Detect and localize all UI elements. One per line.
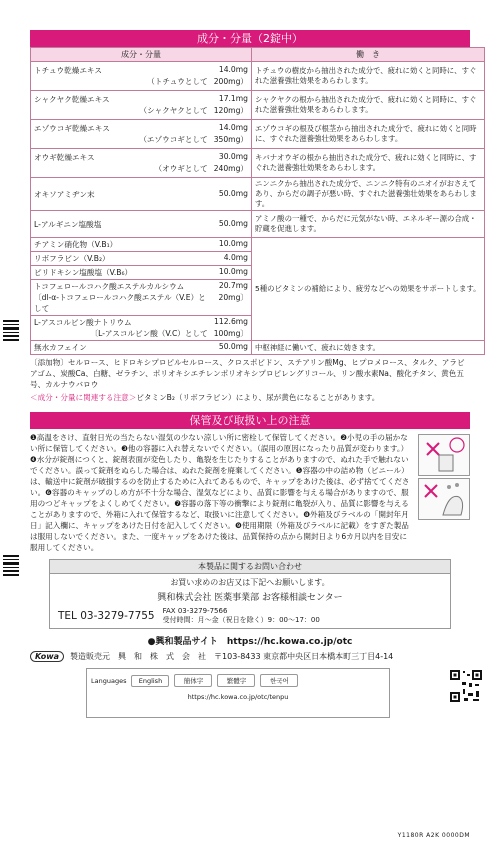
contact-box	[49, 559, 451, 629]
table-row	[31, 149, 485, 178]
ingredient-cell	[31, 341, 252, 355]
ingredient-amount: 20.7mg	[218, 281, 248, 290]
storage-section-title: 保管及び取扱い上の注意	[30, 412, 470, 429]
ingredient-cell	[31, 266, 252, 280]
print-code: Y1180R A2K 0000DM	[397, 832, 470, 839]
ingredient-cell	[31, 120, 252, 149]
ingredient-header: 成分・分量	[31, 48, 252, 62]
ingredient-sub-amount: 20mg〕	[218, 293, 248, 302]
contact-hours: 受付時間：月～金（祝日を除く）9：00～17：00	[162, 616, 320, 624]
ingredient-name: リボフラビン（V.B₂）	[34, 254, 110, 263]
ingredient-amount: 14.0mg	[218, 123, 248, 132]
ingredient-name: シャクヤク乾燥エキス	[34, 95, 110, 104]
manufacturer-line	[30, 651, 470, 662]
language-simplified-chinese-button[interactable]: 簡体字	[174, 674, 212, 687]
ingredient-amount: 10.0mg	[218, 239, 248, 248]
action-header: 働 き	[252, 48, 485, 62]
ingredient-cell	[31, 280, 252, 316]
ingredient-name: 無水カフェイン	[34, 343, 87, 352]
ingredient-cell	[31, 316, 252, 341]
ingredient-note	[30, 392, 470, 403]
action-cell: 中枢神経に働いて、疲れに効きます。	[252, 341, 485, 355]
storage-cautions	[30, 432, 470, 553]
table-row	[31, 211, 485, 238]
package-insert	[30, 30, 481, 718]
ingredients-table	[30, 47, 485, 355]
ingredient-sub-amount: 100mg〕	[213, 329, 248, 338]
storage-cautions-text: ❶高温をさけ、直射日光の当たらない湿気の少ない涼しい所に密栓して保管してください。❷小児の手の届かない所に保管してください。❸他の容器に入れ替えないでください。（誤用の原因になったり品質が変わります。）❹水分が錠剤につくと、錠剤表面が変色したり、亀裂を生じたりすることがありますので、ぬれた手で触れないでください。誤って錠剤をぬらした場合は、ぬれた錠剤を廃棄してください。❺容器の中の詰め物（ビニール）は、輸送中に錠剤が破損するのを防止するために入れてあるもので、キャップをあけた後は、必ず捨ててください。❻容器のキャップのしめ方が不十分な場合、湿気などにより、品質に影響を与える場合がありますので、服用のつどキャップをよくしめてください。❼容器の落下等の衝撃により錠剤に亀裂が入り、品質に影響を与えることがありますので、外箱に入れて保管するなど、取扱いに注意してください。❽外箱及びラベルの「開封年月日」記入欄に、キャップをあけた日付を記入してください。❾使用期限（外箱及びラベルに記載）をすぎた製品は服用しないでください。また、一度キャップをあけた後は、品質保持の点から開封日より6カ月以内を目安に服用してください。	[30, 433, 410, 552]
product-site-link[interactable]: ●興和製品サイト https://hc.kowa.co.jp/otc	[147, 637, 353, 647]
ingredient-name: L-アスコルビン酸ナトリウム	[34, 318, 132, 327]
ingredient-sub-label: 〔dl-α-トコフェロールコハク酸エステル（V.E）として	[34, 293, 206, 313]
contact-fax: FAX 03-3279-7566	[162, 607, 228, 615]
language-english-button[interactable]: English	[131, 675, 169, 687]
action-cell: アミノ酸の一種で、からだに元気がない時、エネルギー源の合成・貯蔵を促進します。	[252, 211, 485, 238]
ingredient-amount: 30.0mg	[218, 152, 248, 161]
ingredient-amount: 50.0mg	[218, 188, 248, 198]
table-row	[31, 62, 485, 91]
contact-tel: TEL 03-3279-7755	[58, 610, 155, 622]
language-traditional-chinese-button[interactable]: 繁體字	[217, 674, 255, 687]
kowa-logo: Kowa	[30, 651, 64, 662]
ingredient-name: トコフェロールコハク酸エステルカルシウム	[34, 282, 185, 291]
ingredient-name: トチュウ乾燥エキス	[34, 66, 102, 75]
languages-url[interactable]: https://hc.kowa.co.jp/otc/tenpu	[187, 693, 289, 701]
ingredient-sub-label: （エゾウコギとして	[139, 135, 208, 144]
ingredient-cell	[31, 252, 252, 266]
ingredients-section-title: 成分・分量（2錠中）	[30, 30, 470, 47]
ingredient-cell	[31, 238, 252, 252]
side-barcode-bottom	[3, 555, 19, 577]
action-cell: エゾウコギの根及び根茎から抽出された成分で、疲れに効くと同時に、すぐれた滋養強壮効果をあらわします。	[252, 120, 485, 149]
contact-header: 本製品に関するお問い合わせ	[50, 560, 450, 574]
ingredient-amount: 14.0mg	[218, 65, 248, 74]
ingredient-note-label: ＜成分・分量に関連する注意＞	[30, 393, 137, 402]
action-cell: シャクヤクの根から抽出された成分で、疲れに効くと同時に、すぐれた滋養強壮効果をあらわします。	[252, 91, 485, 120]
ingredient-note-text: ビタミンB₂（リボフラビン）により、尿が黄色になることがあります。	[136, 393, 380, 402]
table-row	[31, 238, 485, 252]
additives: 〔添加物〕セルロース、ヒドロキシプロピルセルロース、クロスポビドン、ステアリン酸Mg、ヒプロメロース、タルク、アラビアゴム、炭酸Ca、白糖、ゼラチン、ポリオキシエチレンポリオキシプロピレングリコール、リン酸水素Na、酸化チタン、黄色五号、カルナウバロウ	[30, 358, 465, 389]
ingredient-cell	[31, 178, 252, 211]
languages-label: Languages	[91, 676, 127, 685]
table-row	[31, 178, 485, 211]
ingredient-name: ピリドキシン塩酸塩（V.B₆）	[34, 268, 133, 277]
ingredient-amount: 4.0mg	[223, 253, 248, 262]
languages-box	[86, 668, 390, 718]
table-row	[31, 91, 485, 120]
ingredient-name: チアミン硝化物（V.B₁）	[34, 240, 118, 249]
ingredient-name: オキソアミヂン末	[34, 189, 95, 199]
manufacturer-text: 製造販売元 興 和 株 式 会 社 〒103-8433 東京都中央区日本橋本町三丁目4-14	[70, 652, 394, 661]
ingredient-sub-label: 〔L-アスコルビン酸（V.C）として	[90, 329, 208, 338]
qr-code-icon[interactable]	[449, 669, 483, 703]
table-row	[31, 341, 485, 355]
ingredient-sub-label: （シャクヤクとして	[139, 106, 208, 115]
ingredient-amount: 10.0mg	[218, 267, 248, 276]
no-wet-hands-illustration	[418, 478, 470, 520]
table-row	[31, 120, 485, 149]
ingredient-cell	[31, 91, 252, 120]
ingredient-amount: 112.6mg	[214, 317, 248, 326]
action-cell: トチュウの樹皮から抽出された成分で、疲れに効くと同時に、すぐれた滋養強壮効果をあらわします。	[252, 62, 485, 91]
no-direct-sunlight-illustration	[418, 434, 470, 476]
ingredient-sub-label: （オウギとして	[154, 164, 208, 173]
ingredient-sub-label: （トチュウとして	[147, 77, 208, 86]
ingredient-amount: 50.0mg	[218, 342, 248, 351]
ingredient-sub-amount: 350mg）	[213, 135, 248, 144]
ingredient-sub-amount: 240mg）	[213, 164, 248, 173]
ingredient-amount: 17.1mg	[218, 94, 248, 103]
action-cell: ニンニクから抽出された成分で、ニンニク特有のニオイがおさえてあり、からだの調子が悪い時、すぐれた滋養強壮効果をあらわします。	[252, 178, 485, 211]
ingredient-cell	[31, 62, 252, 91]
contact-line1: お買い求めのお店又は下記へお願いします。	[170, 578, 330, 587]
vitamin-action-cell: 5種のビタミンの補給により、疲労などへの効果をサポートします。	[252, 238, 485, 341]
ingredient-amount: 50.0mg	[218, 218, 248, 228]
ingredient-cell	[31, 149, 252, 178]
language-korean-button[interactable]: 한국어	[260, 674, 298, 687]
ingredient-sub-amount: 120mg）	[213, 106, 248, 115]
action-cell: キバナオウギの根から抽出された成分で、疲れに効くと同時に、すぐれた滋養強壮効果をあらわします。	[252, 149, 485, 178]
ingredient-name: エゾウコギ乾燥エキス	[34, 124, 110, 133]
contact-line2: 興和株式会社 医薬事業部 お客様相談センター	[157, 593, 343, 603]
ingredient-sub-amount: 200mg）	[213, 77, 248, 86]
side-barcode-top	[3, 320, 19, 342]
ingredient-name: オウギ乾燥エキス	[34, 153, 95, 162]
ingredient-cell	[31, 211, 252, 238]
ingredient-name: L-アルギニン塩酸塩	[34, 219, 102, 229]
